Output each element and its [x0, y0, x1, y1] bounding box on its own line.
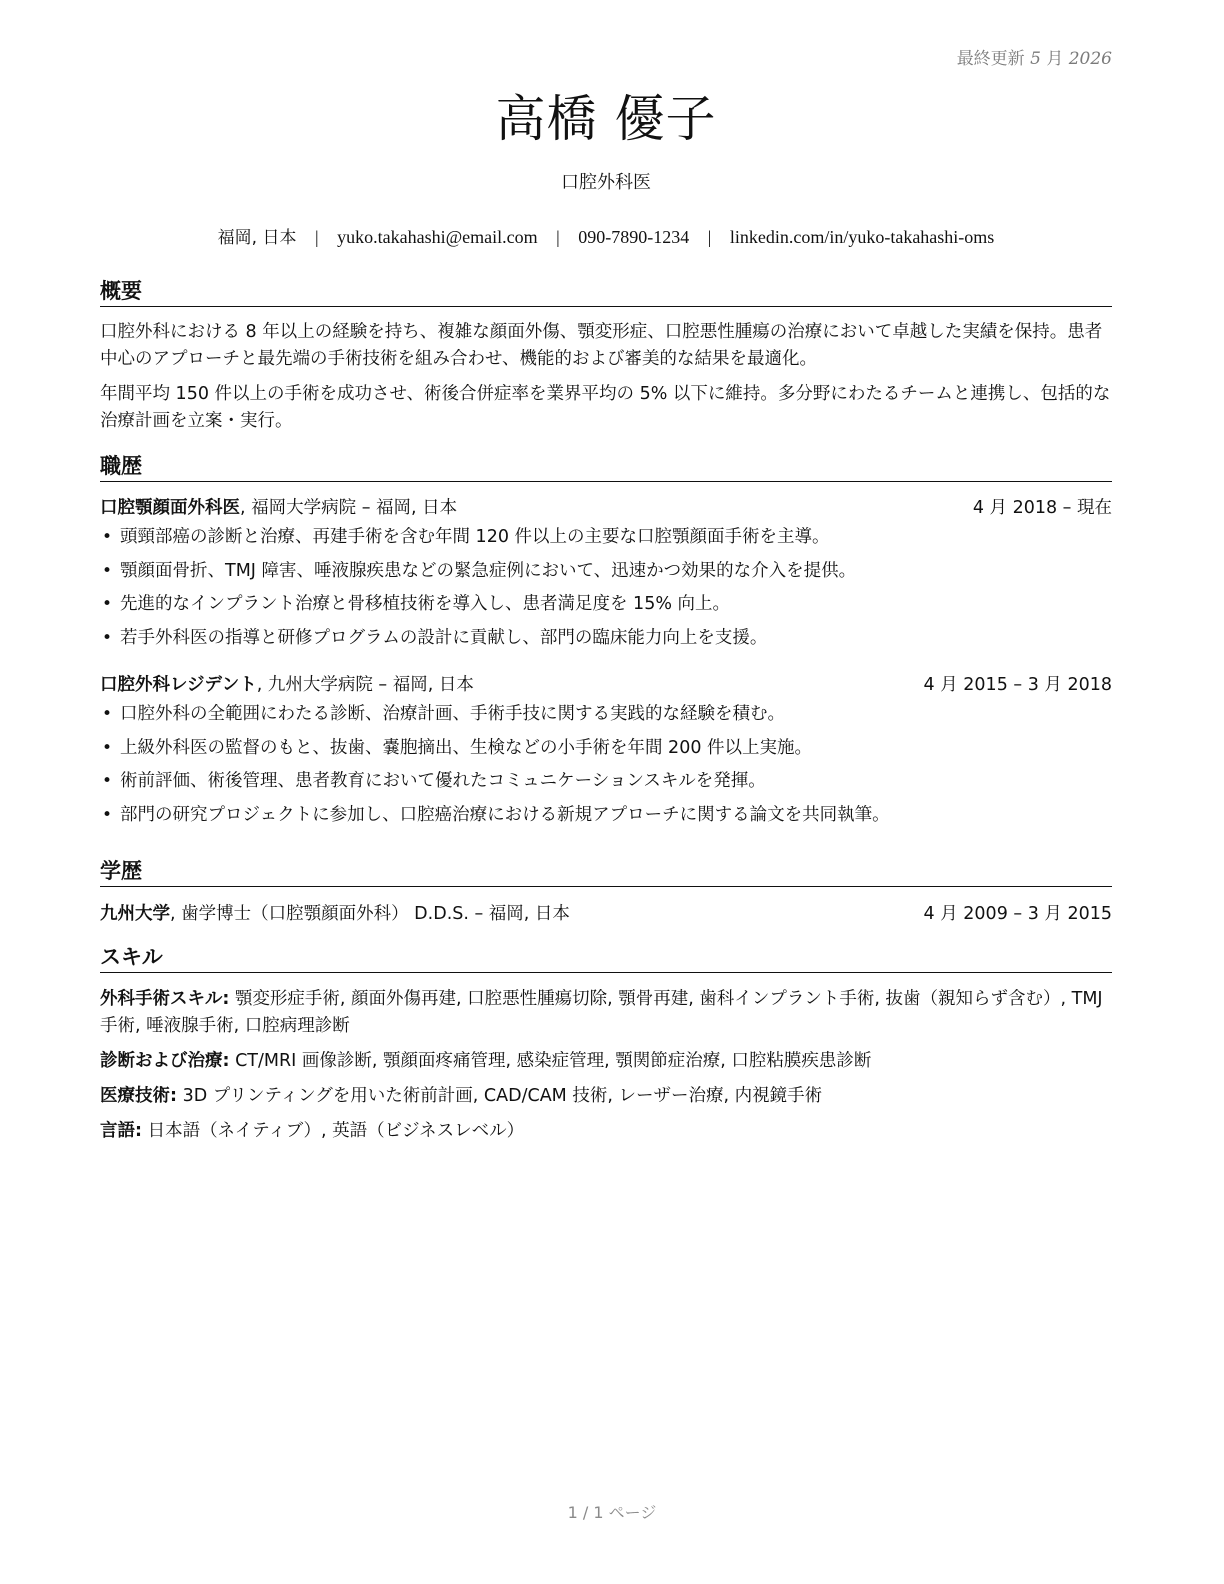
skill-text: 顎変形症手術, 顔面外傷再建, 口腔悪性腫瘍切除, 顎骨再建, 歯科インプラント手術, 抜歯（親知らず含む）, TMJ 手術, 唾液腺手術, 口腔病理診断 — [100, 989, 1103, 1036]
job-organization: , 福岡大学病院 – 福岡, 日本 — [240, 498, 458, 518]
bullet-text: 部門の研究プロジェクトに参加し、口腔癌治療における新規アプローチに関する論文を共同執筆。 — [120, 804, 890, 825]
bullet-text: 顎顔面骨折、TMJ 障害、唾液腺疾患などの緊急症例において、迅速かつ効果的な介入を提供。 — [120, 560, 857, 581]
skill-label: 医療技術: — [100, 1086, 177, 1106]
skill-text: CT/MRI 画像診断, 顎顔面疼痛管理, 感染症管理, 顎関節症治療, 口腔粘膜疾患診断 — [229, 1051, 872, 1071]
job-entry — [100, 495, 1112, 655]
summary-paragraph-1: 口腔外科における 8 年以上の経験を持ち、複雑な顔面外傷、顎変形症、口腔悪性腫瘍の治療において卓越した実績を保持。患者中心のアプローチと最先端の手術技術を組み合わせ、機能的および審美的な結果を最適化。 — [100, 322, 1103, 369]
job-position: 口腔外科レジデント — [100, 675, 257, 695]
bullet-text: 若手外科医の指導と研修プログラムの設計に貢献し、部門の臨床能力向上を支援。 — [120, 627, 768, 648]
resume-page — [100, 0, 1112, 1584]
person-name: 高橋 優子 — [495, 90, 717, 148]
skill-line — [100, 1118, 1112, 1145]
job-bullets — [100, 698, 1112, 832]
job-organization: , 九州大学病院 – 福岡, 日本 — [256, 675, 474, 695]
summary-paragraph-2: 年間平均 150 件以上の手術を成功させ、術後合併症率を業界平均の 5% 以下に維持。多分野にわたるチームと連携し、包括的な治療計画を立案・実行。 — [100, 384, 1111, 431]
bullet-text: 先進的なインプラント治療と骨移植技術を導入し、患者満足度を 15% 向上。 — [120, 594, 731, 614]
skills-heading: スキル — [100, 943, 1112, 973]
last-updated-month: 5 — [1030, 49, 1041, 69]
last-updated-year: 2026 — [1068, 49, 1112, 69]
bullet-icon: • — [102, 804, 113, 825]
education-heading: 学歴 — [100, 857, 1112, 887]
job-dates: 4 月 2018 – 現在 — [972, 498, 1112, 518]
summary-heading: 概要 — [100, 277, 1112, 307]
list-item — [100, 588, 1112, 622]
skill-label: 診断および治療: — [100, 1051, 230, 1071]
bullet-text: 上級外科医の監督のもと、抜歯、嚢胞摘出、生検などの小手術を年間 200 件以上実施。 — [120, 737, 813, 758]
education-entry — [100, 901, 1112, 927]
contact-separator: | — [707, 227, 712, 247]
bullet-text: 口腔外科の全範囲にわたる診断、治療計画、手術手技に関する実践的な経験を積む。 — [120, 704, 785, 724]
job-header — [100, 672, 1112, 698]
education-section — [100, 857, 1112, 927]
job-bullets — [100, 521, 1112, 655]
skills-section — [100, 943, 1112, 1145]
experience-section — [100, 452, 1112, 832]
list-item — [100, 732, 1112, 766]
list-item — [100, 799, 1112, 833]
list-item — [100, 622, 1112, 656]
job-position: 口腔顎顔面外科医 — [100, 498, 240, 518]
contact-separator: | — [314, 227, 319, 247]
contact-email[interactable]: yuko.takahashi@email.com — [337, 227, 538, 247]
skill-line — [100, 1048, 1112, 1075]
list-item — [100, 698, 1112, 732]
bullet-icon: • — [102, 560, 113, 581]
bullet-icon: • — [102, 594, 113, 614]
list-item — [100, 521, 1112, 555]
skill-text: 日本語（ネイティブ）, 英語（ビジネスレベル） — [142, 1121, 525, 1141]
page-number: 1 / 1 ページ — [567, 1503, 657, 1522]
last-updated — [957, 44, 1112, 69]
job-dates: 4 月 2015 – 3 月 2018 — [923, 675, 1112, 695]
skill-line — [100, 1083, 1112, 1110]
bullet-icon: • — [102, 627, 113, 648]
contact-location: 福岡, 日本 — [217, 228, 297, 248]
skill-label: 外科手術スキル: — [100, 989, 230, 1009]
job-entry — [100, 672, 1112, 832]
job-header — [100, 495, 1112, 521]
skill-text: 3D プリンティングを用いた術前計画, CAD/CAM 技術, レーザー治療, 内視鏡手術 — [177, 1086, 823, 1106]
bullet-text: 術前評価、術後管理、患者教育において優れたコミュニケーションスキルを発揮。 — [120, 771, 766, 791]
bullet-text: 頭頸部癌の診断と治療、再建手術を含む年間 120 件以上の主要な口腔顎顔面手術を主導。 — [120, 527, 830, 547]
contact-phone[interactable]: 090-7890-1234 — [578, 227, 690, 247]
skill-line — [100, 986, 1112, 1040]
bullet-icon: • — [102, 704, 113, 724]
bullet-icon: • — [102, 527, 113, 547]
list-item — [100, 765, 1112, 799]
education-detail: , 歯学博士（口腔顎顔面外科） D.D.S. – 福岡, 日本 — [170, 904, 570, 924]
contact-separator: | — [556, 227, 560, 247]
job-role: 口腔外科医 — [561, 172, 651, 193]
contact-line — [100, 224, 1112, 251]
list-item — [100, 555, 1112, 589]
bullet-icon: • — [102, 771, 113, 791]
experience-heading: 職歴 — [100, 452, 1112, 482]
summary-section — [100, 277, 1112, 435]
skill-label: 言語: — [100, 1121, 142, 1141]
education-school: 九州大学 — [100, 904, 170, 924]
bullet-icon: • — [102, 737, 113, 758]
last-updated-label: 最終更新 — [956, 49, 1025, 69]
contact-linkedin[interactable]: linkedin.com/in/yuko-takahashi-oms — [729, 227, 995, 247]
education-dates: 4 月 2009 – 3 月 2015 — [923, 904, 1112, 924]
last-updated-month-unit: 月 — [1046, 49, 1064, 69]
